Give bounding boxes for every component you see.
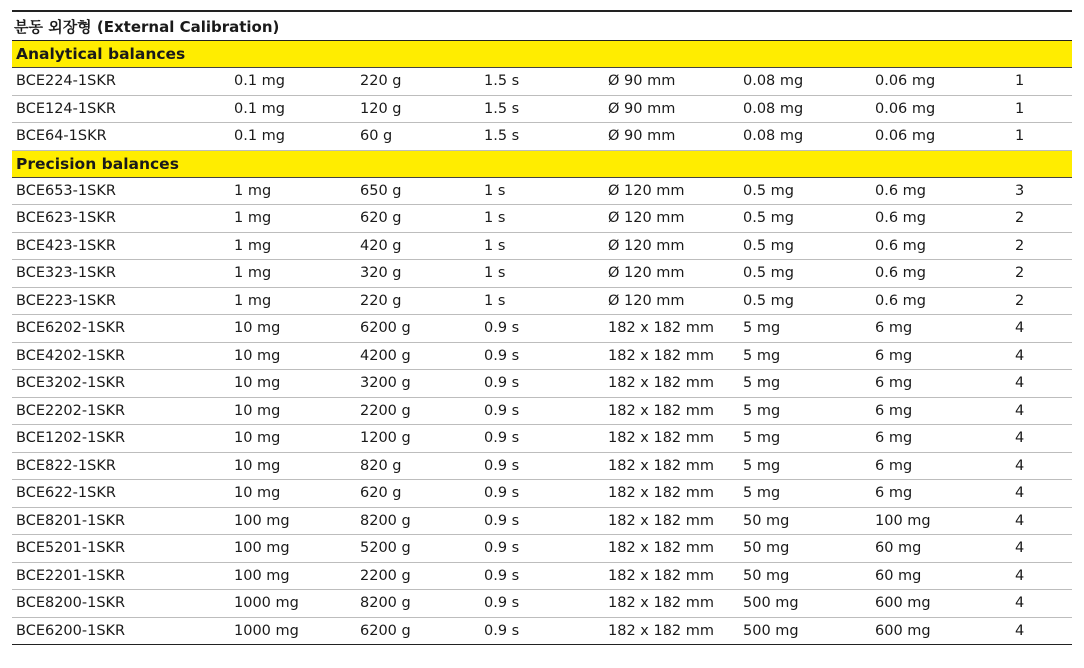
table-cell: BCE8201-1SKR [16, 512, 126, 529]
table-cell: 6 mg [875, 347, 913, 364]
spec-table [12, 10, 1072, 645]
table-cell: 1 s [484, 237, 506, 254]
table-cell: 100 mg [234, 567, 290, 584]
table-cell: BCE2202-1SKR [16, 402, 126, 419]
table-cell: 600 mg [875, 622, 931, 639]
table-cell: 0.06 mg [875, 128, 936, 144]
table-row [12, 260, 1072, 288]
table-cell: 10 mg [234, 375, 281, 391]
table-cell: 4 [1015, 375, 1025, 391]
table-cell: 1 s [484, 182, 506, 199]
table-cell: BCE3202-1SKR [16, 375, 126, 391]
table-cell: 0.5 mg [743, 292, 794, 309]
table-cell: BCE1202-1SKR [16, 430, 126, 446]
table-cell: 4 [1015, 430, 1025, 446]
table-cell: 10 mg [234, 430, 281, 446]
table-cell: 2200 g [360, 402, 411, 419]
table-cell: 1 mg [234, 210, 272, 226]
table-cell: 620 g [360, 210, 402, 226]
table-cell: 182 x 182 mm [608, 320, 715, 336]
table-cell: 50 mg [743, 512, 790, 529]
table-cell: 50 mg [743, 540, 790, 556]
table-cell: 5 mg [743, 485, 781, 501]
table-cell: 182 x 182 mm [608, 622, 715, 639]
table-cell: 6 mg [875, 402, 913, 419]
table-cell: 0.9 s [484, 567, 520, 584]
table-row [12, 370, 1072, 398]
table-cell: 0.08 mg [743, 128, 804, 144]
table-row [12, 563, 1072, 591]
table-cell: 1 [1015, 73, 1025, 89]
table-cell: 5 mg [743, 402, 781, 419]
table-cell: Ø 120 mm [608, 265, 685, 281]
table-title: 분동 외장형 (External Calibration) [12, 10, 1072, 41]
table-cell: 0.06 mg [875, 100, 936, 117]
table-cell: 1 [1015, 100, 1025, 117]
table-cell: BCE124-1SKR [16, 100, 116, 117]
table-cell: 182 x 182 mm [608, 375, 715, 391]
table-cell: 0.6 mg [875, 292, 926, 309]
table-cell: 182 x 182 mm [608, 567, 715, 584]
table-cell: Ø 120 mm [608, 210, 685, 226]
table-cell: BCE653-1SKR [16, 182, 116, 199]
table-cell: Ø 90 mm [608, 128, 676, 144]
table-cell: 0.1 mg [234, 100, 285, 117]
table-cell: 0.06 mg [875, 73, 936, 89]
table-cell: BCE4202-1SKR [16, 347, 126, 364]
table-cell: BCE622-1SKR [16, 485, 116, 501]
table-cell: 182 x 182 mm [608, 347, 715, 364]
table-cell: 60 mg [875, 567, 922, 584]
table-cell: 1 [1015, 128, 1025, 144]
table-cell: 4 [1015, 540, 1025, 556]
table-cell: 1200 g [360, 430, 411, 446]
table-cell: 0.9 s [484, 320, 520, 336]
table-cell: 4 [1015, 567, 1025, 584]
table-cell: 6200 g [360, 622, 411, 639]
table-cell: 10 mg [234, 457, 281, 474]
table-cell: 650 g [360, 182, 402, 199]
table-cell: 3 [1015, 182, 1025, 199]
table-cell: Ø 90 mm [608, 100, 676, 117]
table-row [12, 480, 1072, 508]
table-cell: 1 mg [234, 265, 272, 281]
table-cell: BCE223-1SKR [16, 292, 116, 309]
table-cell: 60 mg [875, 540, 922, 556]
table-cell: 1.5 s [484, 100, 520, 117]
table-cell: 4200 g [360, 347, 411, 364]
table-row [12, 123, 1072, 151]
table-cell: 1.5 s [484, 73, 520, 89]
table-body [12, 41, 1072, 645]
table-row [12, 425, 1072, 453]
table-row [12, 178, 1072, 206]
table-row [12, 205, 1072, 233]
table-cell: 6 mg [875, 320, 913, 336]
table-row [12, 453, 1072, 481]
table-cell: 0.1 mg [234, 73, 285, 89]
table-cell: BCE64-1SKR [16, 128, 107, 144]
table-cell: 220 g [360, 73, 402, 89]
table-cell: 0.9 s [484, 430, 520, 446]
section-heading: Precision balances [12, 151, 1072, 178]
table-cell: BCE623-1SKR [16, 210, 116, 226]
table-cell: 6 mg [875, 375, 913, 391]
table-row [12, 618, 1072, 646]
table-cell: 182 x 182 mm [608, 512, 715, 529]
table-cell: 2200 g [360, 567, 411, 584]
table-cell: 60 g [360, 128, 393, 144]
table-cell: BCE6202-1SKR [16, 320, 126, 336]
table-cell: 182 x 182 mm [608, 402, 715, 419]
table-cell: 4 [1015, 512, 1025, 529]
table-cell: 620 g [360, 485, 402, 501]
table-cell: 1 s [484, 292, 506, 309]
table-cell: BCE6200-1SKR [16, 622, 126, 639]
table-row [12, 233, 1072, 261]
table-cell: 1000 mg [234, 595, 299, 611]
table-cell: 182 x 182 mm [608, 430, 715, 446]
table-cell: BCE224-1SKR [16, 73, 116, 89]
table-cell: 6 mg [875, 457, 913, 474]
table-cell: 1 s [484, 210, 506, 226]
table-cell: 0.9 s [484, 622, 520, 639]
table-cell: 0.5 mg [743, 265, 794, 281]
table-cell: 0.9 s [484, 595, 520, 611]
table-cell: 6 mg [875, 485, 913, 501]
table-cell: 220 g [360, 292, 402, 309]
table-cell: 182 x 182 mm [608, 595, 715, 611]
table-cell: 1.5 s [484, 128, 520, 144]
table-cell: 1 mg [234, 182, 272, 199]
table-cell: 3200 g [360, 375, 411, 391]
table-cell: BCE323-1SKR [16, 265, 116, 281]
table-cell: 100 mg [875, 512, 931, 529]
table-cell: 0.5 mg [743, 210, 794, 226]
table-cell: 8200 g [360, 512, 411, 529]
table-cell: 10 mg [234, 402, 281, 419]
table-cell: 2 [1015, 292, 1025, 309]
table-cell: 5 mg [743, 430, 781, 446]
table-cell: 4 [1015, 320, 1025, 336]
table-cell: 0.6 mg [875, 210, 926, 226]
table-cell: 10 mg [234, 485, 281, 501]
table-cell: 1 mg [234, 237, 272, 254]
table-cell: 600 mg [875, 595, 931, 611]
table-cell: 182 x 182 mm [608, 540, 715, 556]
table-cell: Ø 120 mm [608, 237, 685, 254]
table-cell: 0.9 s [484, 457, 520, 474]
table-cell: BCE423-1SKR [16, 237, 116, 254]
table-cell: 0.9 s [484, 347, 520, 364]
table-cell: 0.9 s [484, 485, 520, 501]
table-cell: 500 mg [743, 622, 799, 639]
table-cell: 420 g [360, 237, 402, 254]
table-cell: 120 g [360, 100, 402, 117]
table-cell: 182 x 182 mm [608, 485, 715, 501]
table-cell: 5 mg [743, 320, 781, 336]
table-cell: BCE822-1SKR [16, 457, 116, 474]
table-cell: 5 mg [743, 375, 781, 391]
table-cell: 0.9 s [484, 540, 520, 556]
table-cell: 0.9 s [484, 402, 520, 419]
table-cell: 320 g [360, 265, 402, 281]
table-row [12, 315, 1072, 343]
table-cell: 1 mg [234, 292, 272, 309]
table-cell: 0.08 mg [743, 73, 804, 89]
table-row [12, 343, 1072, 371]
table-row [12, 68, 1072, 96]
table-cell: 0.9 s [484, 512, 520, 529]
table-cell: 5200 g [360, 540, 411, 556]
table-cell: 2 [1015, 210, 1025, 226]
table-cell: 0.6 mg [875, 237, 926, 254]
table-cell: 182 x 182 mm [608, 457, 715, 474]
table-cell: 6200 g [360, 320, 411, 336]
table-row [12, 288, 1072, 316]
table-cell: 4 [1015, 485, 1025, 501]
table-row [12, 508, 1072, 536]
table-cell: 4 [1015, 457, 1025, 474]
table-cell: 10 mg [234, 320, 281, 336]
table-row [12, 590, 1072, 618]
table-cell: 10 mg [234, 347, 281, 364]
table-cell: Ø 90 mm [608, 73, 676, 89]
table-cell: 100 mg [234, 540, 290, 556]
table-cell: 2 [1015, 265, 1025, 281]
table-cell: 0.9 s [484, 375, 520, 391]
table-cell: 5 mg [743, 347, 781, 364]
table-cell: 5 mg [743, 457, 781, 474]
table-cell: 2 [1015, 237, 1025, 254]
table-cell: 0.08 mg [743, 100, 804, 117]
table-cell: BCE8200-1SKR [16, 595, 126, 611]
table-cell: 1 s [484, 265, 506, 281]
table-cell: 50 mg [743, 567, 790, 584]
table-cell: 4 [1015, 347, 1025, 364]
table-cell: 8200 g [360, 595, 411, 611]
table-cell: 100 mg [234, 512, 290, 529]
table-row [12, 398, 1072, 426]
table-cell: 0.6 mg [875, 182, 926, 199]
table-cell: 4 [1015, 402, 1025, 419]
table-cell: 1000 mg [234, 622, 299, 639]
table-row [12, 535, 1072, 563]
table-cell: Ø 120 mm [608, 292, 685, 309]
table-cell: Ø 120 mm [608, 182, 685, 199]
table-cell: BCE2201-1SKR [16, 567, 126, 584]
table-cell: 0.1 mg [234, 128, 285, 144]
table-cell: 0.5 mg [743, 182, 794, 199]
section-heading: Analytical balances [12, 41, 1072, 68]
table-cell: 6 mg [875, 430, 913, 446]
table-cell: 4 [1015, 595, 1025, 611]
table-cell: BCE5201-1SKR [16, 540, 126, 556]
table-cell: 4 [1015, 622, 1025, 639]
table-cell: 0.5 mg [743, 237, 794, 254]
table-cell: 500 mg [743, 595, 799, 611]
table-cell: 820 g [360, 457, 402, 474]
table-row [12, 96, 1072, 124]
table-cell: 0.6 mg [875, 265, 926, 281]
